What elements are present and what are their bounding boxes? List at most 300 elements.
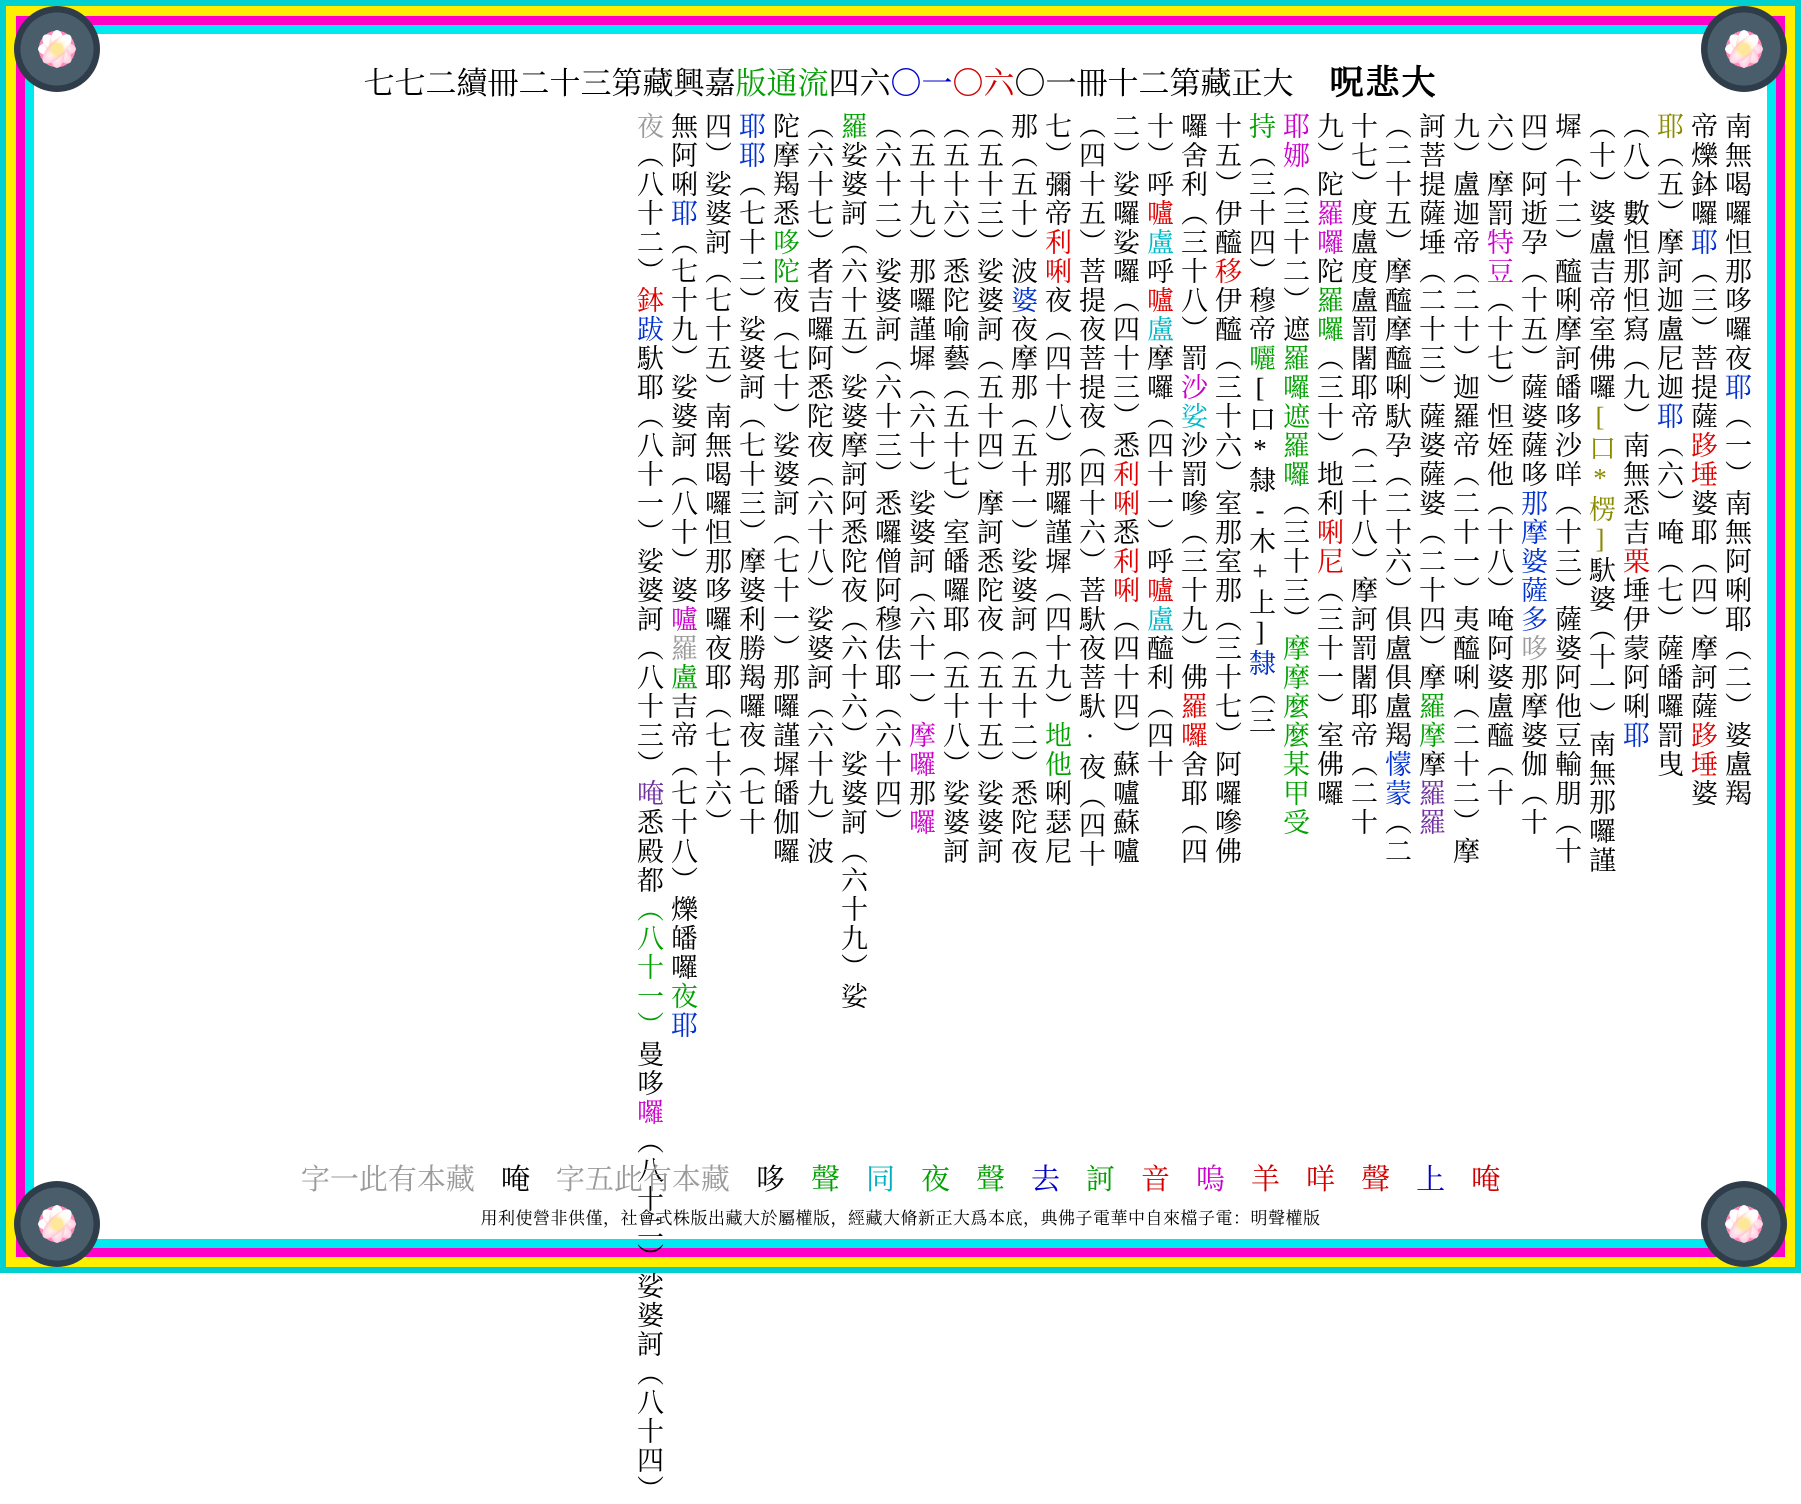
mantra-column — [1273, 112, 1307, 1133]
mantra-column — [1137, 112, 1171, 1133]
mantra-run: 耶娜 — [1279, 112, 1309, 170]
mantra-column — [1103, 112, 1137, 1133]
mantra-run: 羅摩 — [1415, 692, 1445, 750]
mantra-run: 娑囉娑囉 — [1109, 170, 1139, 286]
mantra-column — [729, 112, 763, 1133]
mantra-run: 夜 — [1041, 286, 1071, 315]
mantra-column — [1069, 112, 1103, 1133]
mantra-run: 隸 — [1245, 649, 1275, 678]
mantra-column — [1545, 112, 1579, 1133]
mantra-run: 悉陀喻藝 — [939, 257, 969, 373]
mantra-run: 婆耶 — [1687, 489, 1717, 547]
page-header — [52, 62, 1749, 106]
mantra-run: （六十三） — [871, 344, 901, 489]
mantra-run: （四十三） — [1109, 286, 1139, 431]
header-segment-5: 〇一冊十二第藏正大 — [1014, 66, 1294, 101]
mantra-run: 唵 — [1653, 518, 1683, 547]
mantra-run: 阿逝孕 — [1517, 170, 1547, 257]
mantra-column — [627, 112, 663, 1504]
footnote-item: 聲 — [810, 1163, 840, 1196]
mantra-run: 摩訶悉陀夜 — [973, 489, 1003, 634]
mantra-column — [1409, 112, 1443, 1133]
mantra-run: 娑婆訶 — [939, 779, 969, 866]
mantra-run: （二十 — [1347, 750, 1377, 837]
mantra-run: （三十） — [1313, 344, 1343, 460]
mantra-run: （十三） — [1551, 489, 1581, 605]
mantra-run: 懞蒙 — [1381, 750, 1411, 808]
mantra-run: （十五） — [1517, 257, 1547, 373]
footnotes-row — [52, 1155, 1749, 1199]
mantra-run: 蘇嚧蘇嚧 — [1109, 750, 1139, 866]
mantra-column — [1477, 112, 1511, 1133]
mantra-run: （十） — [1585, 112, 1615, 199]
mantra-run: （三十七） — [1211, 605, 1241, 750]
mantra-run: 十） — [1143, 112, 1173, 170]
mantra-run: （三十四） — [1245, 141, 1275, 286]
mantra-run: 無阿唎 — [667, 112, 697, 199]
mantra-run: （六） — [1653, 431, 1683, 518]
mantra-run: 舍耶 — [1177, 750, 1207, 808]
mantra-run: （二十八） — [1347, 431, 1377, 576]
mantra-run: （五） — [1653, 141, 1683, 228]
mantra-run: 栗 — [1619, 547, 1649, 576]
footnote-item: 聲 — [975, 1163, 1005, 1196]
mantra-run: （七十 — [735, 750, 765, 837]
mantra-run: 摩醯摩醯唎馱孕 — [1381, 257, 1411, 460]
mantra-run: 摩訶罰闍耶帝 — [1347, 576, 1377, 750]
mantra-run: 四） — [701, 112, 731, 170]
mantra-run: （二十三） — [1415, 257, 1445, 402]
mantra-run: （六十四） — [871, 692, 901, 837]
mantra-run: （五十八） — [939, 634, 969, 779]
mantra-run: （七十六） — [701, 692, 731, 837]
mantra-run: 嚧 — [667, 605, 697, 634]
footnote-item: 同 — [865, 1163, 895, 1196]
mantra-run: （三十六） — [1211, 344, 1241, 489]
mantra-run: （十 — [1483, 750, 1513, 808]
mantra-run: 悉 — [1109, 518, 1139, 547]
mantra-run: （七十一） — [769, 518, 799, 663]
footnote-item: 聲 — [1361, 1163, 1391, 1196]
mantra-column — [763, 112, 797, 1133]
mantra-run: 囉 — [633, 1098, 663, 1127]
mantra-run: （十八） — [1483, 489, 1513, 605]
mantra-run: 移 — [1211, 257, 1241, 286]
mantra-run: 利唎 — [1109, 547, 1139, 605]
mantra-run: 羅囉 — [1279, 431, 1309, 489]
mantra-run: 娑婆摩訶阿悉陀夜 — [837, 373, 867, 605]
mantra-run: （三十九） — [1177, 518, 1207, 663]
mantra-run: （二十） — [1449, 257, 1479, 373]
mantra-run: （三十三） — [1279, 489, 1309, 634]
mantra-column — [1613, 112, 1647, 1133]
mantra-run: 數怛那怛寫 — [1619, 199, 1649, 344]
mantra-run: （五十七） — [939, 373, 969, 518]
mantra-run: 盧 — [1143, 315, 1173, 344]
mantra-run: （二十四） — [1415, 518, 1445, 663]
footnote-item: 哆 — [755, 1163, 785, 1196]
mantra-run: 帝爍鉢囉 — [1687, 112, 1717, 228]
mantra-run: 南無那囉謹 — [1585, 730, 1615, 875]
mantra-run: 婆 — [667, 576, 697, 605]
mantra-run: 摩 — [1415, 663, 1445, 692]
mantra-run: 室那室那 — [1211, 489, 1241, 605]
mantra-run: 悉殿都 — [633, 808, 663, 895]
footnote-item: 夜 — [920, 1163, 950, 1196]
mantra-run: 悉 — [1109, 431, 1139, 460]
mantra-run: 摩罰 — [1483, 170, 1513, 228]
mantra-run: 悉陀夜 — [1007, 779, 1037, 866]
mantra-column — [1511, 112, 1545, 1133]
mantra-run: （六十五） — [837, 228, 867, 373]
mantra-column — [695, 112, 729, 1133]
mantra-run: （一） — [1721, 402, 1751, 489]
mantra-run: 沙 — [1177, 431, 1207, 460]
mantra-run: （三十八） — [1177, 199, 1207, 344]
mantra-run: 持 — [1245, 112, 1275, 141]
mantra-run: 菩馱夜菩馱·夜 — [1075, 576, 1105, 782]
mantra-run: 特豆 — [1483, 228, 1513, 286]
mantra-run: （四十 — [1075, 782, 1105, 869]
mantra-run: 呼 — [1143, 170, 1173, 199]
mantra-run: 佛 — [1177, 663, 1207, 692]
mantra-run: 耶 — [1653, 112, 1683, 141]
mantra-run: 羅囉遮 — [1279, 344, 1309, 431]
mantra-run: 馱婆 — [1585, 556, 1615, 614]
mantra-run: （九） — [1619, 344, 1649, 431]
mantra-run: [口*楞] — [1585, 402, 1615, 556]
mantra-run: 娑婆訶 — [769, 431, 799, 518]
mantra-run: 菩提夜菩提夜 — [1075, 257, 1105, 431]
mantra-run: 羅 — [667, 634, 697, 663]
mantra-run: 囇 — [1245, 344, 1275, 373]
mantra-run: （八十二） — [633, 1127, 663, 1272]
mantra-run: （四十五） — [1075, 112, 1105, 257]
mantra-column — [967, 112, 1001, 1133]
mantra-run: 度盧度盧罰闍耶帝 — [1347, 199, 1377, 431]
footnote-item: 音 — [1141, 1163, 1171, 1196]
mantra-run: （二十二） — [1449, 692, 1479, 837]
mantra-run: 婆盧羯 — [1721, 721, 1751, 808]
mantra-column — [1443, 112, 1477, 1133]
mantra-run: （八十二） — [633, 141, 663, 286]
mantra-column — [1579, 112, 1613, 1133]
mantra-run: 盧迦帝 — [1449, 170, 1479, 257]
mantra-run: 囉舍利 — [1177, 112, 1207, 199]
mantra-run: 摩囉 — [905, 721, 935, 779]
mantra-run: 婆 — [1687, 779, 1717, 808]
mantra-run: （五十四） — [973, 344, 1003, 489]
mantra-run: （四十四） — [1109, 605, 1139, 750]
mantra-run: （十二） — [1551, 141, 1581, 257]
mantra-run: （七十八） — [667, 750, 697, 895]
mantra-run: 摩訶迦盧尼迦 — [1653, 228, 1683, 402]
mantra-run: （六十九） — [837, 837, 867, 982]
header-segment-1: 版通流 — [735, 66, 829, 101]
mantra-run: 唎尼 — [1313, 518, 1343, 576]
mantra-run: 南無喝囉怛那哆囉夜耶 — [701, 402, 731, 692]
footnote-item: 上 — [1416, 1163, 1446, 1196]
mantra-run: 室佛囉 — [1313, 721, 1343, 808]
mantra-run: 耶 — [1687, 228, 1717, 257]
mantra-run: （六十七） — [803, 112, 833, 257]
mantra-run: 那囉謹墀 — [1041, 460, 1071, 576]
mantra-run: 唵 — [633, 779, 663, 808]
mantra-run: （四 — [1177, 808, 1207, 866]
mantra-run: （七） — [1653, 547, 1683, 634]
mantra-run: 娑婆訶 — [667, 373, 697, 460]
mantra-run: 薩皤囉罰曳 — [1653, 634, 1683, 779]
mantra-run: 沙 — [1177, 373, 1207, 402]
mantra-run: 娑婆訶 — [633, 547, 663, 634]
mantra-column — [1171, 112, 1205, 1133]
mantra-run: 摩摩麼麼 — [1279, 634, 1309, 750]
mantra-run: （七十九） — [667, 228, 697, 373]
mantra-run: 十五） — [1211, 112, 1241, 199]
mantra-run: 嚧 — [1143, 576, 1173, 605]
mantra-run: （十七） — [1483, 286, 1513, 402]
mantra-run: （二十六） — [1381, 460, 1411, 605]
mantra-run: （十一） — [1585, 614, 1615, 730]
mantra-run: 埵伊蒙阿唎 — [1619, 576, 1649, 721]
mantra-run: （二 — [1381, 808, 1411, 866]
mantra-run: 娑婆訶 — [973, 257, 1003, 344]
mantra-run: 耶 — [1653, 402, 1683, 431]
mantra-run: （三 — [1245, 678, 1275, 736]
mantra-run: 娑婆訶 — [803, 605, 833, 692]
header-segment-3: 〇一 — [890, 66, 953, 101]
mantra-run: [口*隸-木+上] — [1245, 373, 1275, 649]
header-segment-0: 七七二續冊二十三第藏興嘉 — [363, 66, 736, 101]
header-segment-4: 〇六 — [952, 66, 1015, 101]
mantra-run: 那囉謹墀皤伽囉 — [769, 663, 799, 866]
mantra-run: 罰嘇 — [1177, 460, 1207, 518]
mantra-column — [1375, 112, 1409, 1133]
mantra-column — [865, 112, 899, 1133]
mantra-run: 利唎 — [1041, 228, 1071, 286]
mantra-run: （十 — [1517, 779, 1547, 837]
mantra-run: （二十五） — [1381, 112, 1411, 257]
mantra-run: 呼 — [1143, 547, 1173, 576]
mantra-column — [1239, 112, 1273, 1133]
mantra-run: 南無阿唎耶 — [1721, 489, 1751, 634]
mantra-run: 薩婆薩哆 — [1517, 373, 1547, 489]
mantra-run: （三十二） — [1279, 170, 1309, 315]
mantra-run: 娑婆訶 — [871, 257, 901, 344]
header-edition-line — [364, 66, 1294, 102]
mantra-run: 穆帝 — [1245, 286, 1275, 344]
mantra-run: 盧 — [667, 663, 697, 692]
mantra-run: （七十五） — [701, 257, 731, 402]
mantra-run: 娑婆訶 — [905, 489, 935, 576]
mantra-run: 七） — [1041, 112, 1071, 170]
mantra-run: 墀 — [1551, 112, 1581, 141]
mantra-run: 摩 — [1415, 750, 1445, 779]
mantra-run: 婆盧吉帝室佛囉 — [1585, 199, 1615, 402]
footnote-item: 訶 — [1086, 1163, 1116, 1196]
mantra-run: 娑婆訶 — [837, 750, 867, 837]
mantra-column — [1205, 112, 1239, 1133]
mantra-run: 娑婆訶 — [701, 170, 731, 257]
mantra-run: （五十九） — [905, 112, 935, 257]
mantra-run: 羅囉 — [1177, 692, 1207, 750]
mantra-run: 那 — [1007, 112, 1037, 141]
mantra-run: 耶 — [667, 199, 697, 228]
mantra-run: 迦羅帝 — [1449, 373, 1479, 460]
mantra-run: （四十八） — [1041, 315, 1071, 460]
mantra-run: 二） — [1109, 112, 1139, 170]
mantra-run: （四） — [1687, 547, 1717, 634]
mantra-run: 囉 — [905, 808, 935, 837]
mantra-run: 婆 — [1007, 286, 1037, 315]
mantra-run: 耶 — [1619, 721, 1649, 750]
mantra-run: 訶菩提薩埵 — [1415, 112, 1445, 257]
mantra-run: 羅囉 — [1313, 199, 1343, 257]
mantra-run: 波 — [1007, 257, 1037, 286]
mantra-run: （五十五） — [973, 634, 1003, 779]
mantra-run: 阿囉嘇佛 — [1211, 750, 1241, 866]
mantra-column — [899, 112, 933, 1133]
mantra-run: （八） — [1619, 112, 1649, 199]
mantra-run: （七十三） — [735, 402, 765, 547]
mantra-run: 九） — [1313, 112, 1343, 170]
mantra-run: 南無悉吉 — [1619, 431, 1649, 547]
mantra-run: 摩 — [1449, 837, 1479, 866]
footnote-item: 嗚 — [1196, 1163, 1226, 1196]
mantra-column — [1681, 112, 1715, 1133]
mantra-run: （六十六） — [837, 605, 867, 750]
mantra-run: 薩婆阿他豆輸朋 — [1551, 605, 1581, 808]
mantra-run: 夜 — [667, 982, 697, 1011]
mantra-run: 彌帝 — [1041, 170, 1071, 228]
mantra-run: 夜 — [633, 112, 663, 141]
header-segment-2: 四六 — [828, 66, 891, 101]
mantra-run: 娑婆訶 — [973, 779, 1003, 866]
mantra-run: （八十一） — [633, 402, 663, 547]
mantra-run: 娑婆訶 — [1007, 547, 1037, 634]
mantra-run: 俱盧俱盧羯 — [1381, 605, 1411, 750]
page-title: 呪悲大 — [1329, 65, 1438, 102]
mantra-run: （二） — [1721, 634, 1751, 721]
mantra-run: （五十一） — [1007, 402, 1037, 547]
mantra-run: 娑 — [1177, 402, 1207, 431]
footnote-item: 羊 — [1251, 1163, 1281, 1196]
mantra-run: （七十） — [769, 315, 799, 431]
mantra-run: （四十九） — [1041, 576, 1071, 721]
mantra-run: （六十二） — [871, 112, 901, 257]
mantra-run: 唵阿婆盧醯 — [1483, 605, 1513, 750]
mantra-run: 盧 — [1143, 605, 1173, 634]
mantra-run: 跢埵 — [1687, 721, 1717, 779]
mantra-run: 醯利 — [1143, 634, 1173, 692]
mantra-run: 哆 — [1517, 634, 1547, 663]
mantra-run: 怛姪他 — [1483, 402, 1513, 489]
mantra-column — [1001, 112, 1035, 1133]
mantra-run: 娑婆訶 — [735, 315, 765, 402]
mantra-run: 陀摩羯悉 — [769, 112, 799, 228]
mantra-run: （十 — [1551, 808, 1581, 866]
mantra-run: 南無喝囉怛那哆囉夜 — [1721, 112, 1751, 373]
mantra-column — [1715, 112, 1749, 1133]
mantra-run: 陀 — [1313, 170, 1343, 199]
mantra-run: 摩婆利勝羯囉夜 — [735, 547, 765, 750]
mantra-run: （五十） — [1007, 141, 1037, 257]
mantra-run: 跋 — [633, 315, 663, 344]
mantra-run: （七十二） — [735, 170, 765, 315]
mantra-run: 嚧 — [1143, 286, 1173, 315]
mantra-run: 夜摩那 — [1007, 315, 1037, 402]
mantra-run: （八十三） — [633, 634, 663, 779]
mantra-column — [797, 112, 831, 1133]
mantra-run: 罰 — [1177, 344, 1207, 373]
mantra-column — [933, 112, 967, 1133]
mantra-column — [1341, 112, 1375, 1133]
mantra-run: 羅囉 — [1313, 286, 1343, 344]
footnote-item: 唵 — [500, 1163, 530, 1196]
mantra-run: 娑婆訶 — [633, 1272, 663, 1359]
mantra-column — [1647, 112, 1681, 1133]
mantra-run: 那囉謹墀 — [905, 257, 935, 373]
mantra-run: 悉囉僧阿穆佉耶 — [871, 489, 901, 692]
mantra-run: 爍皤囉 — [667, 895, 697, 982]
mantra-run: 六） — [1483, 112, 1513, 170]
mantra-run: 地他 — [1041, 721, 1071, 779]
mantra-run: 菩提薩 — [1687, 344, 1717, 431]
mantra-run: 伊醯 — [1211, 199, 1241, 257]
mantra-run: （五十六） — [939, 112, 969, 257]
mantra-run: 薩婆薩婆 — [1415, 402, 1445, 518]
mantra-run: 羅 — [837, 112, 867, 141]
mantra-run: （三十一） — [1313, 576, 1343, 721]
mantra-run: 地利 — [1313, 460, 1343, 518]
mantra-run: 盧 — [1143, 228, 1173, 257]
mantra-run: 那摩婆薩多 — [1517, 489, 1547, 634]
mantra-run: 波 — [803, 837, 833, 866]
mantra-run: （三） — [1687, 257, 1717, 344]
mantra-column — [831, 112, 865, 1133]
mantra-column — [1035, 112, 1069, 1133]
mantra-run: 遮 — [1279, 315, 1309, 344]
mantra-run: 陀 — [1313, 257, 1343, 286]
mantra-run: 跢埵 — [1687, 431, 1717, 489]
mantra-run: 那 — [905, 779, 935, 808]
mantra-run: （八十一） — [633, 895, 663, 1040]
mantra-run: （八十） — [667, 460, 697, 576]
mantra-run: （六十一） — [905, 576, 935, 721]
footnote-item: 唵 — [1471, 1163, 1501, 1196]
mantra-run: （六十九） — [803, 692, 833, 837]
mantra-run: 哆陀 — [769, 228, 799, 286]
mantra-run: 四） — [1517, 112, 1547, 170]
mantra-run: 羅羅 — [1415, 779, 1445, 837]
mantra-run: （五十二） — [1007, 634, 1037, 779]
mantra-run: 娑 — [837, 982, 867, 1011]
mantra-run: （四十 — [1143, 692, 1173, 779]
mantra-run: 者吉囉阿悉陀夜 — [803, 257, 833, 460]
mantra-run: 娑婆訶 — [837, 141, 867, 228]
mantra-run: 鉢 — [633, 286, 663, 315]
mantra-run: （八十四） — [633, 1359, 663, 1504]
mantra-run: 伊醯 — [1211, 286, 1241, 344]
mantra-run: 耶耶 — [735, 112, 765, 170]
mantra-run: 夷醯唎 — [1449, 605, 1479, 692]
mantra-run: 某甲受 — [1279, 750, 1309, 837]
mantra-run: （六十八） — [803, 460, 833, 605]
mantra-run: 唎瑟尼 — [1041, 779, 1071, 866]
mantra-run: 九） — [1449, 112, 1479, 170]
mantra-run: 室皤囉耶 — [939, 518, 969, 634]
mantra-run: （五十三） — [973, 112, 1003, 257]
